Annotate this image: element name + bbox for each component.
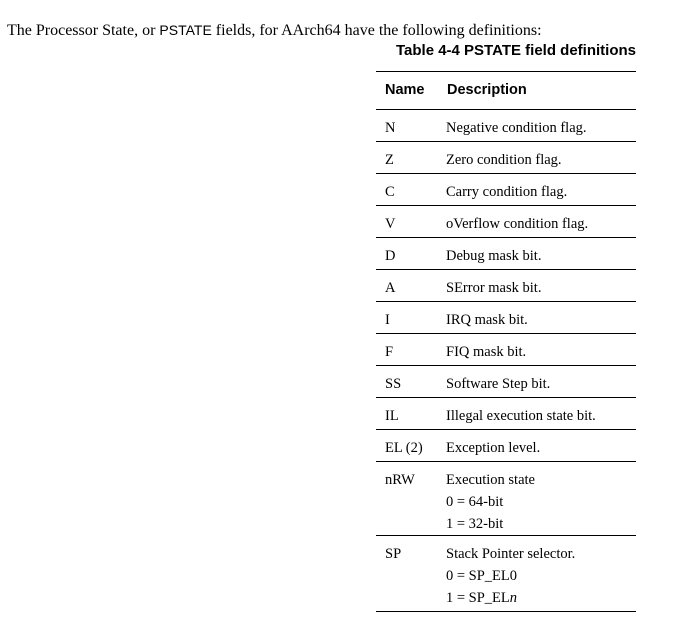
- table-row: [376, 270, 636, 302]
- table-row: [376, 536, 636, 612]
- field-description: Software Step bit.: [446, 376, 551, 392]
- field-name: F: [385, 344, 394, 360]
- field-description: SError mask bit.: [446, 280, 542, 296]
- field-name: C: [385, 184, 395, 200]
- field-name: IL: [385, 408, 399, 424]
- pstate-term: PSTATE: [159, 22, 212, 38]
- table-header-row: [376, 72, 636, 110]
- field-description: Debug mask bit.: [446, 248, 542, 264]
- pstate-table: [376, 71, 636, 612]
- header-name: Name: [385, 82, 425, 98]
- field-description: Zero condition flag.: [446, 152, 562, 168]
- header-description: Description: [447, 82, 527, 98]
- field-name: EL (2): [385, 440, 423, 456]
- field-description: Illegal execution state bit.: [446, 408, 596, 424]
- table-row: [376, 366, 636, 398]
- field-description: oVerflow condition flag.: [446, 216, 589, 232]
- field-name: SS: [385, 376, 402, 392]
- field-name: V: [385, 216, 396, 232]
- description-line: 0 = SP_EL0: [446, 568, 518, 584]
- field-description: Negative condition flag.: [446, 120, 587, 136]
- field-description: [446, 469, 535, 535]
- description-line: Stack Pointer selector.: [446, 546, 576, 562]
- table-row: [376, 334, 636, 366]
- table-row: [376, 238, 636, 270]
- table-row: [376, 462, 636, 536]
- table-row: [376, 430, 636, 462]
- field-description: FIQ mask bit.: [446, 344, 527, 360]
- field-name: SP: [385, 546, 402, 562]
- field-description: IRQ mask bit.: [446, 312, 528, 328]
- table-row: [376, 302, 636, 334]
- table-row: [376, 110, 636, 142]
- field-name: I: [385, 312, 390, 328]
- field-description: [446, 543, 575, 609]
- field-description: Exception level.: [446, 440, 541, 456]
- field-description: Carry condition flag.: [446, 184, 568, 200]
- table-row: [376, 206, 636, 238]
- table-row: [376, 174, 636, 206]
- description-line: Execution state: [446, 472, 535, 488]
- field-name: Z: [385, 152, 394, 168]
- description-line: [446, 587, 575, 609]
- description-line: 0 = 64-bit: [446, 494, 504, 510]
- table-caption: Table 4-4 PSTATE field definitions: [395, 42, 636, 59]
- table-row: [376, 398, 636, 430]
- intro-paragraph: [7, 22, 542, 40]
- field-name: N: [385, 120, 396, 136]
- table-row: [376, 142, 636, 174]
- line-text: 1 = SP_EL: [446, 590, 510, 606]
- description-line: 1 = 32-bit: [446, 516, 504, 532]
- intro-text-before: The Processor State, or: [7, 22, 160, 39]
- intro-text-after: fields, for AArch64 have the following definitions:: [211, 22, 542, 39]
- field-name: D: [385, 248, 396, 264]
- field-name: nRW: [385, 472, 415, 488]
- italic-n: n: [509, 590, 518, 606]
- field-name: A: [385, 280, 396, 296]
